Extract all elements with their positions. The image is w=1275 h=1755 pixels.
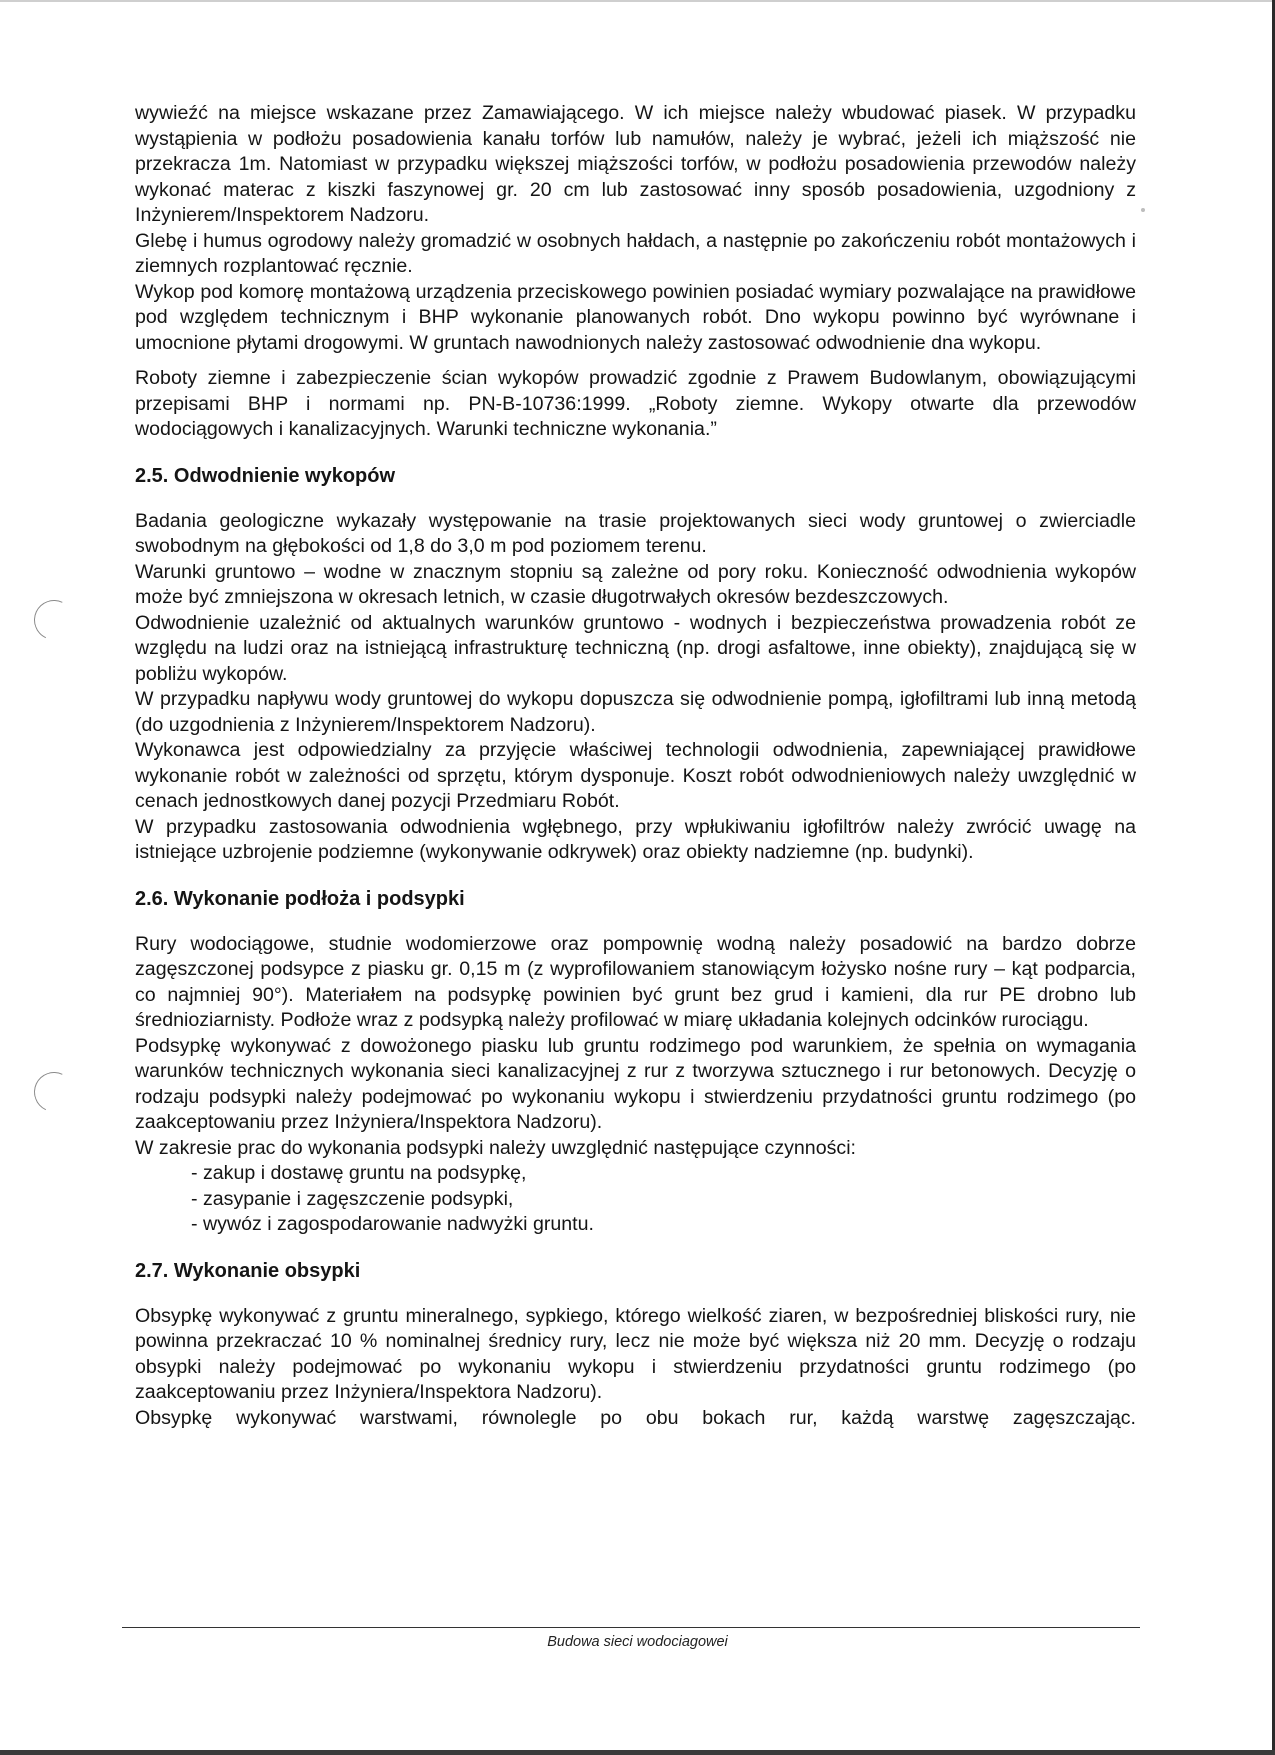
list-item: - zasypanie i zagęszczenie podsypki,	[191, 1187, 514, 1210]
paragraph: Wykonawca jest odpowiedzialny za przyjęcie właściwej technologii odwodnienia, zapewniającej prawidłowe wykonanie robót w zależności od sprzętu, którym dysponuje. Koszt robót odwodnieniowych należy uwzględnić w cenach jednostkowych danej pozycji Przedmiaru Robót.	[135, 739, 1136, 812]
paragraph: Roboty ziemne i zabezpieczenie ścian wykopów prowadzić zgodnie z Prawem Budowlanym, obowiązującymi przepisami BHP i normami np. PN-B-10736:1999. „Roboty ziemne. Wykopy otwarte dla przewodów wodociągowych i kanalizacyjnych. Warunki techniczne wykonania.”	[135, 367, 1136, 440]
scan-top-edge	[0, 0, 1275, 2]
document-body	[135, 101, 1136, 1431]
section-heading-2-6: 2.6. Wykonanie podłoża i podsypki	[135, 887, 465, 910]
paragraph: Warunki gruntowo – wodne w znacznym stopniu są zależne od pory roku. Konieczność odwodnienia wykopów może być zmniejszona w okresach letnich, w czasie długotrwałych okresów bezdeszczowych.	[135, 560, 1136, 608]
paragraph: Obsypkę wykonywać warstwami, równolegle po obu bokach rur, każdą warstwę zagęszczając.	[135, 1406, 1136, 1429]
punch-hole-mark	[28, 1066, 79, 1117]
paragraph: Podsypkę wykonywać z dowożonego piasku lub gruntu rodzimego pod warunkiem, że spełnia on wymagania warunków technicznych wykonania sieci kanalizacyjnej z rur z tworzywa sztucznego i rur betonowych. Decyzję o rodzaju podsypki należy podejmować po wykonaniu wykopu i stwierdzeniu przydatności gruntu rodzimego (po zaakceptowaniu przez Inżyniera/Inspektora Nadzoru).	[135, 1034, 1136, 1133]
paragraph: W przypadku napływu wody gruntowej do wykopu dopuszcza się odwodnienie pompą, igłofiltrami lub inną metodą (do uzgodnienia z Inżynierem/Inspektorem Nadzoru).	[135, 688, 1136, 736]
paragraph: wywieźć na miejsce wskazane przez Zamawiającego. W ich miejsce należy wbudować piasek. W przypadku wystąpienia w podłożu posadowienia kanału torfów lub namułów, należy je wybrać, jeżeli ich miąższość nie przekracza 1m. Natomiast w przypadku większej miąższości torfów, w podłożu posadowienia przewodów należy wykonać materac z kiszki faszynowej gr. 20 cm lub zastosować inny sposób posadowienia, uzgodniony z Inżynierem/Inspektorem Nadzoru.	[135, 102, 1136, 226]
section-heading-2-5: 2.5. Odwodnienie wykopów	[135, 464, 396, 487]
paragraph: Wykop pod komorę montażową urządzenia przeciskowego powinien posiadać wymiary pozwalające na prawidłowe pod względem technicznym i BHP wykonanie planowanych robót. Dno wykopu powinno być wyrównane i umocnione płytami drogowymi. W gruntach nawodnionych należy zastosować odwodnienie dna wykopu.	[135, 280, 1136, 354]
paragraph: Badania geologiczne wykazały występowanie na trasie projektowanych sieci wody gruntowej o zwierciadle swobodnym na głębokości od 1,8 do 3,0 m pod poziomem terenu.	[135, 509, 1136, 557]
paragraph: Odwodnienie uzależnić od aktualnych warunków gruntowo - wodnych i bezpieczeństwa prowadzenia robót ze względu na ludzi oraz na istniejącą infrastrukturę techniczną (np. drogi asfaltowe, inne obiekty), znajdującą się w pobliżu wykopów.	[135, 611, 1136, 685]
section-heading-2-7: 2.7. Wykonanie obsypki	[135, 1259, 361, 1282]
paragraph: W zakresie prac do wykonania podsypki należy uwzględnić następujące czynności:	[135, 1136, 856, 1159]
list-item: - zakup i dostawę gruntu na podsypkę,	[191, 1162, 527, 1184]
works-list	[135, 1161, 1136, 1238]
paragraph: W przypadku zastosowania odwodnienia wgłębnego, przy wpłukiwaniu igłofiltrów należy zwrócić uwagę na istniejące uzbrojenie podziemne (wykonywanie odkrywek) oraz obiekty nadziemne (np. budynki).	[135, 815, 1136, 863]
paragraph: Rury wodociągowe, studnie wodomierzowe oraz pompownię wodną należy posadowić na bardzo dobrze zagęszczonej podsypce z piasku gr. 0,15 m (z wyprofilowaniem stanowiącym łożysko nośne rury – kąt podparcia, co najmniej 90°). Materiałem na podsypkę powinien być grunt bez grud i kamieni, dla rur PE drobno lub średnioziarnisty. Podłoże wraz z podsypką należy profilować w miarę układania kolejnych odcinków rurociągu.	[135, 932, 1136, 1031]
scan-bottom-edge	[0, 1750, 1275, 1755]
footer-title: Budowa sieci wodociagowei	[547, 1634, 728, 1650]
scan-speck	[1141, 208, 1145, 212]
punch-hole-mark	[28, 594, 79, 645]
list-item: - wywóz i zagospodarowanie nadwyżki gruntu.	[191, 1213, 594, 1235]
paragraph: Glebę i humus ogrodowy należy gromadzić w osobnych hałdach, a następnie po zakończeniu robót montażowych i ziemnych rozplantować ręcznie.	[135, 229, 1136, 277]
footer-divider	[122, 1627, 1140, 1628]
paragraph: Obsypkę wykonywać z gruntu mineralnego, sypkiego, którego wielkość ziaren, w bezpośredniej bliskości rury, nie powinna przekraczać 10 % nominalnej średnicy rury, lecz nie może być większa niż 20 mm. Decyzję o rodzaju obsypki należy podejmować po wykonaniu wykopu i stwierdzeniu przydatności gruntu rodzimego (po zaakceptowaniu przez Inżyniera/Inspektora Nadzoru).	[135, 1304, 1136, 1403]
